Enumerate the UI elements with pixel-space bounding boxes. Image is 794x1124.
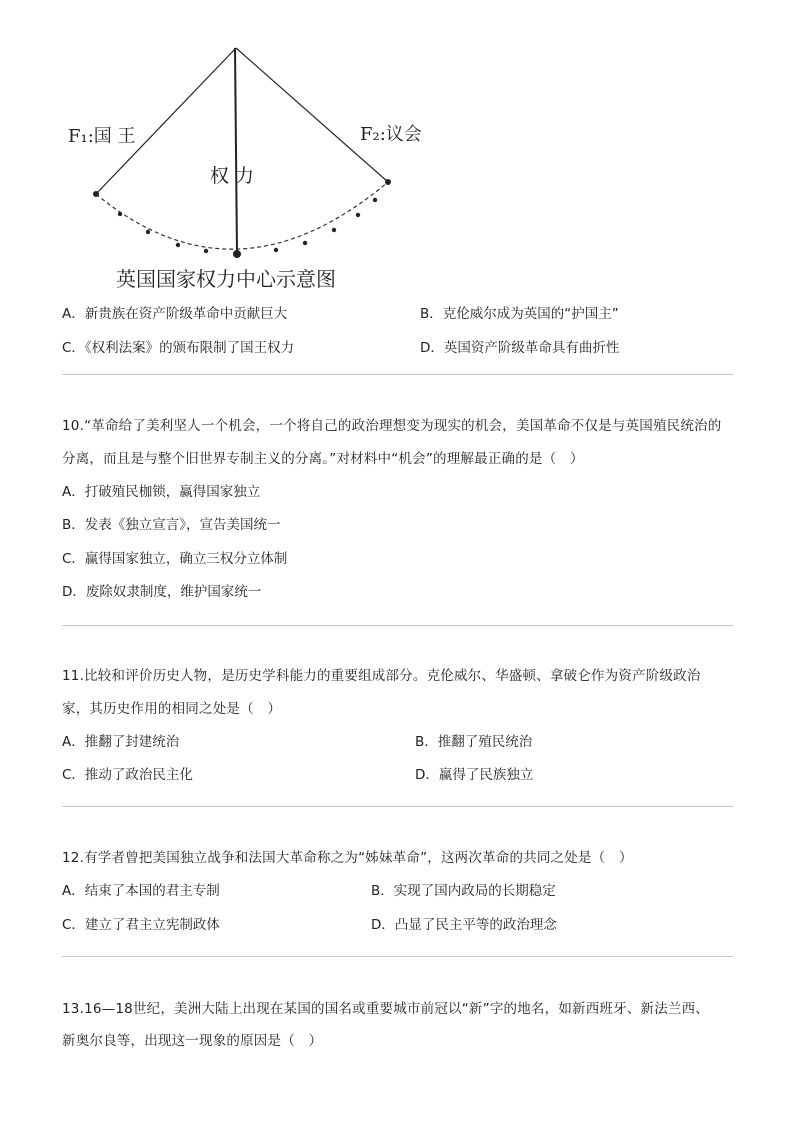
label-king: F₁:国 王 [68, 126, 136, 147]
power-axis-line [235, 48, 237, 254]
label-power: 权 力 [210, 165, 255, 187]
q11-option-b[interactable]: B．推翻了殖民统治 [415, 734, 533, 750]
arc-dot [204, 249, 208, 253]
q12-option-c[interactable]: C．建立了君主立宪制政体 [62, 917, 220, 933]
divider [62, 956, 733, 957]
q9-option-c[interactable]: C．《权利法案》的颁布限制了国王权力 [62, 340, 295, 356]
figure-caption: 英国国家权力中心示意图 [116, 267, 336, 291]
arc-dot [332, 228, 336, 232]
q11-option-a[interactable]: A．推翻了封建统治 [62, 734, 180, 750]
arc-dot [176, 243, 180, 247]
q10-option-c[interactable]: C．赢得国家独立，确立三权分立体制 [62, 551, 288, 567]
q10-option-b[interactable]: B．发表《独立宣言》，宣告美国统一 [62, 517, 281, 533]
q10-stem-line1: 10.“革命给了美利坚人一个机会，一个将自己的政治理想变为现实的机会，美国革命不仅是与英国殖民统治的 [62, 418, 722, 434]
q11-stem-line1: 11.比较和评价历史人物，是历史学科能力的重要组成部分。克伦威尔、华盛顿、拿破仑作为资产阶级政治 [62, 668, 701, 684]
divider [62, 625, 733, 626]
q11-stem-line2: 家，其历史作用的相同之处是（ ） [62, 701, 282, 717]
q10-option-d[interactable]: D．废除奴隶制度，维护国家统一 [62, 584, 262, 600]
q9-option-d[interactable]: D．英国资产阶级革命具有曲折性 [420, 340, 620, 356]
q12-option-d[interactable]: D．凸显了民主平等的政治理念 [371, 917, 557, 933]
q12-option-a[interactable]: A．结束了本国的君主专制 [62, 883, 220, 899]
power-center-diagram [60, 40, 450, 300]
arc-dot [146, 230, 150, 234]
q10-stem-line2: 分离，而且是与整个旧世界专制主义的分离。”对材料中“机会”的理解最正确的是（ ） [62, 451, 584, 467]
arc-dot [118, 212, 122, 216]
q11-option-d[interactable]: D．赢得了民族独立 [415, 767, 534, 783]
q11-option-c[interactable]: C．推动了政治民主化 [62, 767, 193, 783]
q13-stem-line2: 新奥尔良等，出现这一现象的原因是（ ） [62, 1033, 323, 1049]
right-end-dot [385, 179, 391, 185]
q9-option-b[interactable]: B．克伦威尔成为英国的“护国主” [420, 306, 619, 322]
divider [62, 374, 733, 375]
q9-option-a[interactable]: A．新贵族在资产阶级革命中贡献巨大 [62, 306, 288, 322]
arc-dot [303, 241, 307, 245]
right-string-line [236, 48, 388, 182]
center-bottom-dot [233, 250, 241, 258]
q12-option-b[interactable]: B．实现了国内政局的长期稳定 [371, 883, 556, 899]
swing-arc [96, 182, 388, 249]
q10-option-a[interactable]: A．打破殖民枷锁，赢得国家独立 [62, 484, 261, 500]
label-parliament: F₂:议会 [360, 124, 422, 145]
left-end-dot [93, 191, 99, 197]
arc-dot [373, 198, 377, 202]
arc-dot [356, 213, 360, 217]
arc-dot [274, 248, 278, 252]
q12-stem-line1: 12.有学者曾把美国独立战争和法国大革命称之为“姊妹革命”，这两次革命的共同之处是（ ） [62, 850, 633, 866]
q13-stem-line1: 13.16—18世纪，美洲大陆上出现在某国的国名或重要城市前冠以“新”字的地名，如新西班牙、新法兰西、 [62, 1001, 710, 1017]
divider [62, 806, 733, 807]
